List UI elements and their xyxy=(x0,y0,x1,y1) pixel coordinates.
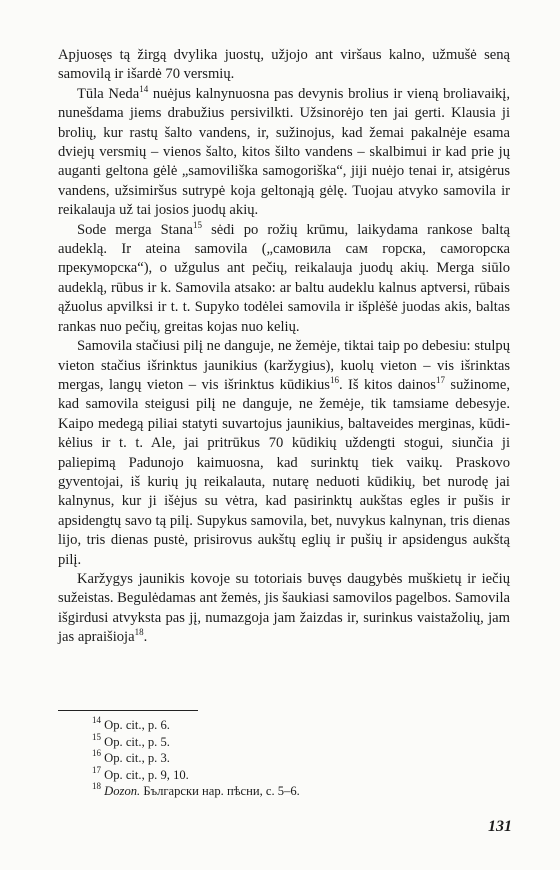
text-run: sužinome, kad samovila steigusi pilį ne danguje, ne žemėje, tik tamsiame debesyje. Kaipo medegą piliai statyti suvartojus jaunikius, baltaveides merginas, kūdikėlius ir t. t. Ale, jai pritrūkus 70 kūdikių uždengti stogui, siunčia ji paliepimą Padunojo kaimuosna, kad surinktų tiek vaikų. Praskovo gyventojai, iš kurių jų reikalauta, nutarę neduoti kūdikių, bet nurodę jai kalnynus, kur ji išėjus su vėtra, kad pasirinktų aukštas egles ir pušis ir apsidengtų savo tą pilį. Supykus samovila, bet, nuvykus kalnynan, tris dienas lijo, tris dienas pustė, prisirovus aukštų eglių ir pušių ir apsidengus aukštą pilį. xyxy=(58,376,510,568)
text-run: . xyxy=(143,629,148,646)
footnote xyxy=(92,731,492,751)
footnote xyxy=(92,717,492,734)
footnote-number: 16 xyxy=(92,748,101,759)
footnote-text: Op. cit., p. 6. xyxy=(104,718,170,732)
footnote-author: Dozon. xyxy=(104,784,141,799)
footnote-ref: 15 xyxy=(193,219,202,230)
text-run: Sode merga Stana xyxy=(77,221,193,238)
footnote-rule xyxy=(58,710,198,711)
text-run: Samovila stačiusi pilį ne danguje, ne žemėje, tiktai taip po debesiu: stulpų vieton stačius išrinktus jaunikius (karžygius), kuolų vieton – vis išrinktas mergas, langų vieton – vis išrinktus kūdikius xyxy=(58,338,510,393)
body-text xyxy=(58,46,510,648)
page-number: 131 xyxy=(488,818,512,835)
footnote-number: 17 xyxy=(92,764,101,775)
text-run: sėdi po rožių krūmu, laikydama rankose baltą audeklą. Ir ateina samovila („самовила сам горска, самогорска прекуморска“), o užgulus ant pečių, reikalauja juodų akių. Merga siūlo audeklą, rūbus ir k. Samovila atsako: ar baltu audeklu kalnus aptversi, rūbais ąžuolus apvilksi ir t. t. Supyko todėlei samovila ir išplėšė juodas akis, baltas rankas nuo pečių, greitas kojas nuo kelių. xyxy=(58,221,511,335)
footnote xyxy=(92,764,492,784)
paragraph xyxy=(58,337,510,570)
footnotes xyxy=(92,717,492,800)
footnote-ref: 16 xyxy=(329,374,339,385)
footnote-number: 14 xyxy=(92,715,101,725)
text-run: nuėjus kalnynuosna pas devynis brolius ir vieną broliavaikį, nunešdama jiems drabužius persivilkti. Užsinorėjo ten jai gerti. Klausia ji brolių, kur rastų šalto vandens, ir, sužinojus, kad žemai pakalnėje esama dviejų versmių – vienos šalto, kitos šilto vandens – skalbimui ir kad prie jų auganti geltona gėlė „samoviliška samogoriška“, jiji nuėjo tenai ir, atsigėrus vandens, užsimiršus sutrypė koja geltonąją gėlę. Tuojau atvyko samovila ir reikalauja už tai josios juodų akių. xyxy=(58,85,510,219)
footnote xyxy=(92,750,492,767)
footnote-ref: 17 xyxy=(435,374,445,385)
footnote-text: Op. cit., p. 5. xyxy=(104,734,170,749)
paragraph xyxy=(58,85,510,221)
footnote-number: 15 xyxy=(92,731,101,742)
footnote-ref: 18 xyxy=(134,627,144,638)
footnote-text: Op. cit., p. 9, 10. xyxy=(104,767,189,782)
footnote xyxy=(92,783,492,800)
footnote-text: Op. cit., p. 3. xyxy=(104,751,170,766)
paragraph xyxy=(58,570,510,648)
paragraph xyxy=(58,46,510,85)
paragraph xyxy=(58,221,510,337)
footnote-ref: 14 xyxy=(139,83,149,94)
text-run: Karžygys jaunikis kovoje su totoriais buvęs daugybės muškietų ir iečių sužeistas. Begulėdamas ant žemės, jis šaukiasi samovilos pagelbos. Samovila išgirdusi atvyksta pas jį, numazgoja jam žaizdas ir, surinkus vaistažolių, jam jas apraišioja xyxy=(58,570,510,646)
footnote-number: 18 xyxy=(92,781,101,792)
footnote-text: Български нар. пѣсни, с. 5–6. xyxy=(140,784,300,799)
text-run: Apjuosęs tą žirgą dvylika juostų, užjojo ant viršaus kalno, užmušė seną samovilą ir išardė 70 versmių. xyxy=(58,47,510,83)
text-run: . Iš kitos dainos xyxy=(338,376,436,393)
text-run: Tūla Neda xyxy=(77,85,140,102)
